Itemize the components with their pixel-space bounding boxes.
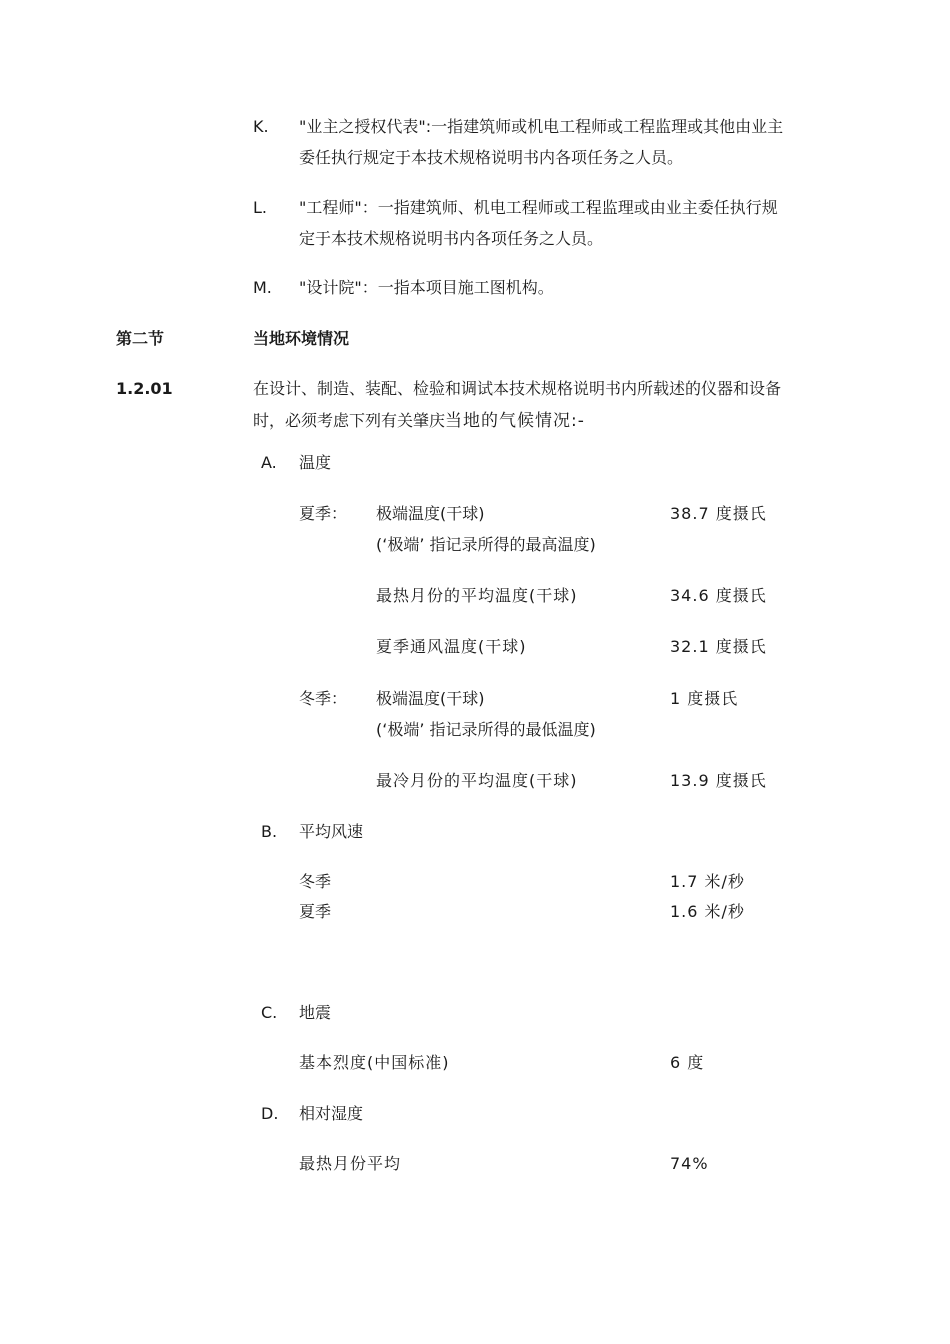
subsection-letter: B. (261, 822, 278, 841)
item-value: 1.6 米/秒 (670, 902, 745, 921)
list-letter: L. (253, 198, 267, 217)
subsection-letter: A. (261, 453, 277, 472)
item-name: 最冷月份的平均温度(干球) (376, 771, 578, 790)
clause-text-emphasis: 当地的气候情况:- (445, 411, 585, 431)
subsection-letter: C. (261, 1003, 278, 1022)
definition-text-line: 委任执行规定于本技术规格说明书内各项任务之人员。 (299, 148, 684, 167)
season-label: 夏季： (299, 504, 348, 523)
item-name: 最热月份的平均温度(干球) (376, 586, 578, 605)
item-value: 38.7 度摄氏 (670, 504, 767, 523)
item-note: (‘极端’ 指记录所得的最低温度) (376, 720, 596, 739)
item-name: 冬季 (299, 872, 332, 891)
subsection-title: 温度 (299, 453, 332, 472)
item-name: 极端温度(干球) (376, 689, 485, 708)
item-value: 1.7 米/秒 (670, 872, 745, 891)
list-letter: K. (253, 117, 269, 136)
item-name: 最热月份平均 (299, 1154, 402, 1173)
item-name: 夏季 (299, 902, 332, 921)
item-value: 6 度 (670, 1053, 705, 1072)
list-letter: M. (253, 278, 272, 297)
subsection-letter: D. (261, 1104, 279, 1123)
season-label: 冬季： (299, 689, 348, 708)
definition-text-line: "工程师"：一指建筑师、机电工程师或工程监理或由业主委任执行规 (299, 198, 778, 217)
item-note: (‘极端’ 指记录所得的最高温度) (376, 535, 596, 554)
item-name: 夏季通风温度(干球) (376, 637, 527, 656)
item-value: 13.9 度摄氏 (670, 771, 767, 790)
section-label: 第二节 (116, 329, 165, 348)
clause-text: 时，必须考虑下列有关肇庆 (253, 411, 446, 430)
clause-number: 1.2.01 (116, 379, 173, 398)
clause-text-line (253, 406, 585, 436)
item-value: 1 度摄氏 (670, 689, 739, 708)
section-title: 当地环境情况 (253, 329, 350, 348)
subsection-title: 地震 (299, 1003, 332, 1022)
definition-text-line: "设计院"：一指本项目施工图机构。 (299, 278, 554, 297)
subsection-title: 平均风速 (299, 822, 364, 841)
item-value: 74% (670, 1154, 709, 1173)
item-value: 32.1 度摄氏 (670, 637, 767, 656)
item-value: 34.6 度摄氏 (670, 586, 767, 605)
subsection-title: 相对湿度 (299, 1104, 364, 1123)
definition-text-line: 定于本技术规格说明书内各项任务之人员。 (299, 229, 604, 248)
definition-text-line: "业主之授权代表":一指建筑师或机电工程师或工程监理或其他由业主 (299, 117, 784, 136)
item-name: 极端温度(干球) (376, 504, 485, 523)
item-name: 基本烈度(中国标准) (299, 1053, 450, 1072)
clause-text-line: 在设计、制造、装配、检验和调试本技术规格说明书内所载述的仪器和设备 (253, 379, 782, 398)
